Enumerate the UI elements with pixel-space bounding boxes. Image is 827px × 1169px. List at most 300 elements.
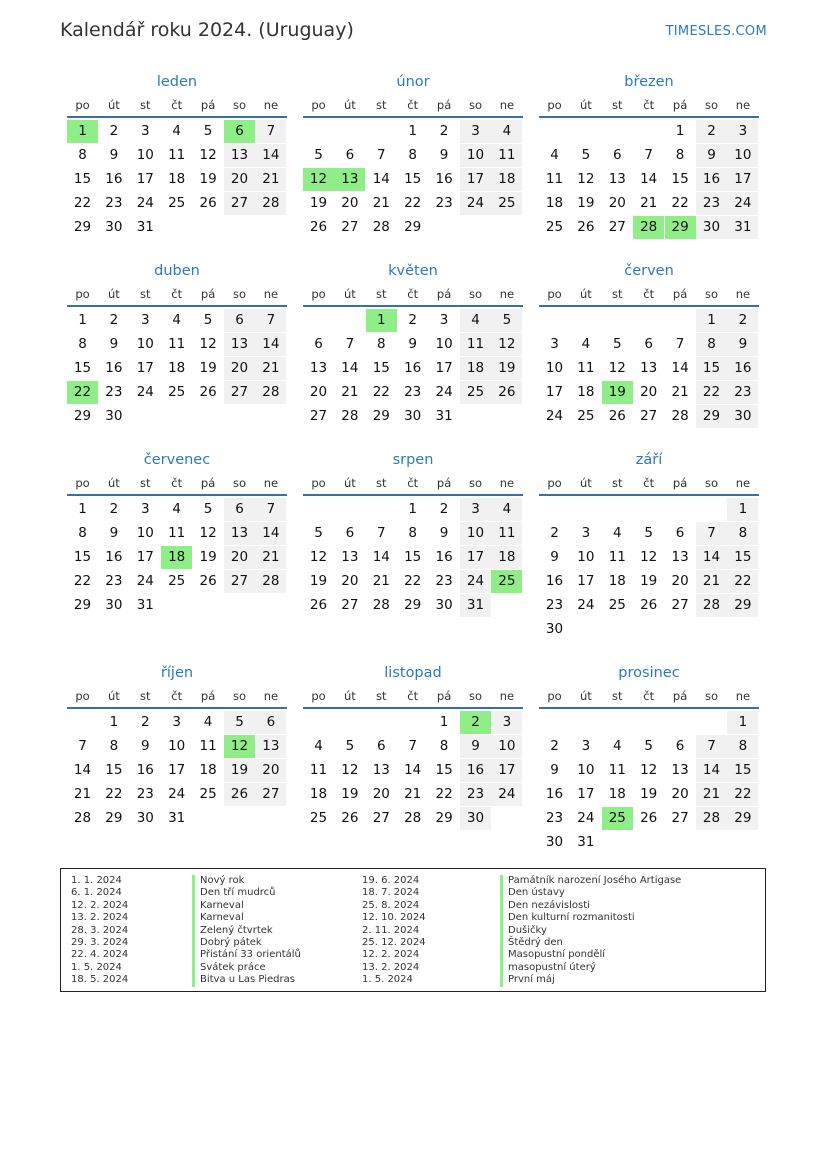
weekday-label: út — [579, 689, 592, 703]
day-cell: 25 — [168, 384, 186, 400]
weekday-label: st — [376, 689, 387, 703]
legend-date: 25. 12. 2024 — [362, 936, 426, 948]
weekday-label: čt — [171, 98, 183, 112]
weekday-label: ne — [499, 98, 515, 112]
weekday-header — [539, 476, 759, 496]
day-cell: 8 — [377, 336, 386, 352]
weekday-label: út — [579, 476, 592, 490]
day-cell: 5 — [345, 738, 355, 754]
weekday-label: st — [612, 287, 623, 301]
weekday-label: út — [343, 476, 356, 490]
day-cell: 15 — [404, 171, 422, 187]
weekday-label: so — [232, 689, 247, 703]
weekday-label: po — [311, 476, 326, 490]
day-cell: 5 — [224, 711, 255, 734]
day-cell: 14 — [255, 333, 286, 356]
day-cell: 30 — [696, 216, 727, 239]
holiday-day-cell: 12 — [303, 168, 334, 191]
weekday-label: st — [376, 98, 387, 112]
holiday-day-cell: 6 — [224, 120, 255, 143]
holiday-day-cell: 2 — [460, 711, 491, 734]
day-cell: 13 — [255, 735, 286, 758]
legend-holiday-name: Karneval — [192, 912, 301, 924]
day-cell: 8 — [439, 738, 449, 754]
day-cell: 27 — [671, 810, 689, 826]
day-cell: 25 — [491, 192, 522, 215]
brand-link[interactable]: TIMESLES.COM — [665, 24, 767, 39]
day-cell: 30 — [136, 810, 154, 826]
day-cell: 29 — [727, 594, 758, 617]
legend-date: 28. 3. 2024 — [71, 924, 129, 936]
weekday-label: ne — [499, 476, 515, 490]
legend-dates-col-2 — [362, 875, 426, 987]
weekday-label: út — [107, 476, 120, 490]
day-cell: 27 — [341, 597, 359, 613]
day-cell: 6 — [255, 711, 286, 734]
day-cell: 5 — [314, 525, 323, 541]
weekday-label: pá — [672, 476, 688, 490]
weekday-header — [303, 98, 523, 118]
day-cell: 22 — [73, 195, 92, 211]
day-cell: 26 — [608, 408, 626, 424]
day-cell: 15 — [73, 549, 92, 565]
day-cell: 8 — [675, 147, 685, 163]
weekday-label: so — [232, 287, 247, 301]
day-cell: 16 — [105, 171, 123, 187]
day-cell: 22 — [404, 195, 422, 211]
weekday-label: pá — [436, 98, 452, 112]
day-cell: 1 — [408, 501, 417, 517]
day-cell: 30 — [435, 597, 453, 613]
weekday-label: po — [547, 98, 562, 112]
day-cell: 6 — [314, 336, 323, 352]
day-cell: 3 — [141, 312, 150, 328]
day-cell: 13 — [224, 522, 255, 545]
day-cell: 6 — [345, 147, 355, 163]
day-cell: 2 — [408, 312, 417, 328]
day-cell: 20 — [224, 546, 255, 569]
day-cell: 24 — [168, 786, 186, 802]
day-cell: 2 — [141, 714, 150, 730]
weekday-label: so — [468, 476, 483, 490]
holiday-day-cell: 28 — [633, 216, 664, 239]
weekday-label: po — [75, 476, 90, 490]
day-cell: 17 — [545, 384, 564, 400]
day-cell: 3 — [141, 123, 150, 139]
day-cell: 7 — [377, 147, 386, 163]
weekday-label: po — [311, 287, 326, 301]
day-cell: 23 — [435, 573, 453, 589]
legend-date: 12. 10. 2024 — [362, 912, 426, 924]
day-cell: 14 — [696, 546, 727, 569]
day-cell: 5 — [581, 147, 591, 163]
day-cell: 25 — [577, 408, 595, 424]
weekday-label: pá — [436, 287, 452, 301]
legend-date: 18. 7. 2024 — [362, 887, 420, 899]
day-cell: 22 — [727, 570, 758, 593]
day-cell: 14 — [73, 762, 92, 778]
day-cell: 22 — [404, 573, 422, 589]
day-cell: 28 — [372, 219, 390, 235]
day-cell: 3 — [460, 498, 491, 521]
day-cell: 14 — [671, 360, 689, 376]
weekday-label: čt — [407, 287, 419, 301]
day-cell: 23 — [727, 381, 758, 404]
weekday-header — [67, 476, 287, 496]
day-cell: 26 — [640, 597, 658, 613]
weekday-label: so — [468, 287, 483, 301]
weekday-header — [67, 287, 287, 307]
day-cell: 18 — [168, 171, 186, 187]
day-cell: 8 — [727, 522, 758, 545]
weekday-header — [67, 689, 287, 709]
day-cell: 17 — [136, 171, 154, 187]
day-cell: 3 — [141, 501, 150, 517]
weekday-label: pá — [672, 287, 688, 301]
day-cell: 9 — [439, 525, 449, 541]
weekday-label: čt — [171, 689, 183, 703]
day-cell: 8 — [727, 735, 758, 758]
day-cell: 19 — [640, 786, 658, 802]
day-cell: 9 — [727, 333, 758, 356]
month-name: duben — [154, 263, 200, 279]
day-cell: 7 — [78, 738, 87, 754]
legend-date: 2. 11. 2024 — [362, 924, 420, 936]
day-cell: 10 — [136, 525, 154, 541]
weekday-label: út — [579, 287, 592, 301]
legend-date: 12. 2. 2024 — [362, 949, 420, 961]
day-cell: 29 — [73, 597, 92, 613]
day-cell: 13 — [671, 762, 689, 778]
day-cell: 13 — [372, 762, 390, 778]
day-cell: 9 — [109, 336, 119, 352]
weekday-label: čt — [407, 98, 419, 112]
day-cell: 23 — [404, 384, 422, 400]
day-cell: 11 — [545, 171, 564, 187]
day-cell: 28 — [341, 408, 359, 424]
day-cell: 30 — [105, 219, 123, 235]
day-cell: 14 — [255, 522, 286, 545]
weekday-label: po — [547, 689, 562, 703]
day-cell: 18 — [608, 573, 626, 589]
day-cell: 8 — [78, 336, 87, 352]
day-cell: 9 — [460, 735, 491, 758]
holiday-day-cell: 29 — [665, 216, 696, 239]
day-cell: 14 — [372, 549, 390, 565]
legend-date: 18. 5. 2024 — [71, 974, 129, 986]
legend-date: 1. 1. 2024 — [71, 875, 122, 886]
day-cell: 10 — [168, 738, 186, 754]
day-cell: 30 — [460, 807, 491, 830]
day-cell: 11 — [199, 738, 217, 754]
day-cell: 10 — [727, 144, 758, 167]
day-cell: 25 — [460, 381, 491, 404]
day-cell: 28 — [671, 408, 689, 424]
day-cell: 25 — [608, 597, 626, 613]
legend-holiday-name: Den kulturní rozmanitosti — [500, 912, 681, 924]
day-cell: 30 — [105, 408, 123, 424]
day-cell: 18 — [168, 360, 186, 376]
day-cell: 4 — [172, 312, 181, 328]
day-cell: 1 — [696, 309, 727, 332]
legend-names-col-2 — [500, 875, 681, 987]
month-name: březen — [624, 74, 674, 90]
month-name: říjen — [160, 665, 194, 681]
holiday-day-cell: 18 — [161, 546, 192, 569]
day-cell: 7 — [345, 336, 355, 352]
weekday-label: čt — [643, 98, 655, 112]
day-cell: 4 — [613, 525, 622, 541]
weekday-label: út — [107, 98, 120, 112]
day-cell: 31 — [435, 408, 453, 424]
day-cell: 6 — [675, 738, 685, 754]
weekday-label: ne — [263, 689, 279, 703]
day-cell: 31 — [577, 834, 595, 850]
weekday-header — [539, 689, 759, 709]
day-cell: 19 — [577, 195, 595, 211]
weekday-header — [303, 476, 523, 496]
legend-holiday-name: Zelený čtvrtek — [192, 925, 301, 937]
weekday-label: pá — [436, 689, 452, 703]
month-name: listopad — [384, 665, 442, 681]
day-cell: 3 — [491, 711, 522, 734]
day-cell: 29 — [73, 408, 92, 424]
day-cell: 18 — [491, 168, 522, 191]
day-cell: 5 — [314, 147, 323, 163]
day-cell: 20 — [640, 384, 658, 400]
day-cell: 16 — [545, 786, 564, 802]
day-cell: 12 — [341, 762, 359, 778]
legend-date: 19. 6. 2024 — [362, 875, 420, 886]
day-cell: 13 — [309, 360, 328, 376]
weekday-label: po — [75, 689, 90, 703]
day-cell: 8 — [109, 738, 119, 754]
day-cell: 18 — [608, 786, 626, 802]
day-cell: 5 — [203, 123, 213, 139]
day-cell: 22 — [73, 573, 92, 589]
day-cell: 12 — [640, 762, 658, 778]
day-cell: 1 — [439, 714, 449, 730]
day-cell: 1 — [675, 123, 685, 139]
day-cell: 7 — [255, 120, 286, 143]
day-cell: 19 — [341, 786, 359, 802]
day-cell: 13 — [341, 549, 359, 565]
weekday-label: st — [140, 689, 151, 703]
day-cell: 8 — [78, 147, 87, 163]
day-cell: 11 — [168, 525, 186, 541]
day-cell: 24 — [460, 570, 491, 593]
day-cell: 21 — [255, 546, 286, 569]
day-cell: 16 — [545, 573, 564, 589]
legend-date: 12. 2. 2024 — [71, 899, 129, 911]
weekday-label: po — [311, 98, 326, 112]
day-cell: 26 — [577, 219, 595, 235]
day-cell: 30 — [727, 405, 758, 428]
day-cell: 17 — [168, 762, 186, 778]
day-cell: 13 — [671, 549, 689, 565]
day-cell: 12 — [577, 171, 595, 187]
day-cell: 5 — [613, 336, 622, 352]
day-cell: 25 — [545, 219, 564, 235]
day-cell: 16 — [696, 168, 727, 191]
day-cell: 22 — [727, 783, 758, 806]
day-cell: 29 — [404, 597, 422, 613]
weekday-label: so — [704, 476, 719, 490]
weekday-label: čt — [407, 689, 419, 703]
weekday-label: pá — [436, 476, 452, 490]
day-cell: 9 — [439, 147, 449, 163]
day-cell: 2 — [109, 312, 119, 328]
day-cell: 23 — [136, 786, 154, 802]
day-cell: 15 — [404, 549, 422, 565]
holiday-day-cell: 22 — [67, 381, 98, 404]
weekday-label: so — [468, 98, 483, 112]
day-cell: 21 — [341, 384, 359, 400]
day-cell: 9 — [696, 144, 727, 167]
day-cell: 24 — [727, 192, 758, 215]
day-cell: 26 — [341, 810, 359, 826]
day-cell: 24 — [136, 384, 154, 400]
weekday-header — [303, 287, 523, 307]
day-cell: 10 — [577, 762, 595, 778]
day-cell: 16 — [136, 762, 154, 778]
day-cell: 30 — [105, 597, 123, 613]
day-cell: 24 — [435, 384, 453, 400]
day-cell: 11 — [491, 522, 522, 545]
day-cell: 12 — [199, 525, 217, 541]
day-cell: 17 — [577, 786, 595, 802]
day-cell: 2 — [550, 525, 559, 541]
legend-date: 1. 5. 2024 — [71, 961, 122, 973]
day-cell: 6 — [613, 147, 622, 163]
day-cell: 1 — [78, 312, 87, 328]
weekday-label: čt — [643, 689, 655, 703]
day-cell: 28 — [696, 594, 727, 617]
day-cell: 5 — [491, 309, 522, 332]
day-cell: 9 — [550, 549, 559, 565]
day-cell: 27 — [640, 408, 658, 424]
day-cell: 20 — [309, 384, 328, 400]
month-name: červenec — [143, 452, 211, 468]
weekday-header — [539, 98, 759, 118]
day-cell: 15 — [671, 171, 689, 187]
day-cell: 1 — [727, 711, 758, 734]
day-cell: 4 — [172, 123, 181, 139]
weekday-label: ne — [735, 689, 751, 703]
day-cell: 23 — [105, 384, 123, 400]
day-cell: 19 — [309, 573, 328, 589]
day-cell: 24 — [136, 195, 154, 211]
weekday-label: st — [140, 476, 151, 490]
weekday-label: st — [612, 476, 623, 490]
weekday-label: ne — [735, 287, 751, 301]
legend-date: 29. 3. 2024 — [71, 936, 129, 948]
day-cell: 11 — [608, 549, 626, 565]
legend-date: 13. 2. 2024 — [71, 912, 129, 924]
day-cell: 22 — [372, 384, 390, 400]
day-cell: 6 — [224, 309, 255, 332]
weekday-header — [67, 98, 287, 118]
weekday-label: pá — [200, 476, 216, 490]
day-cell: 9 — [141, 738, 150, 754]
legend-holiday-name: Svátek práce — [192, 962, 301, 974]
day-cell: 10 — [460, 144, 491, 167]
day-cell: 1 — [408, 123, 417, 139]
day-cell: 22 — [435, 786, 453, 802]
day-cell: 4 — [491, 120, 522, 143]
day-cell: 7 — [696, 735, 727, 758]
day-cell: 20 — [608, 195, 626, 211]
day-cell: 3 — [172, 714, 181, 730]
day-cell: 22 — [671, 195, 689, 211]
day-cell: 24 — [545, 408, 564, 424]
day-cell: 12 — [199, 336, 217, 352]
day-cell: 27 — [255, 783, 286, 806]
day-cell: 28 — [372, 597, 390, 613]
day-cell: 30 — [545, 834, 564, 850]
day-cell: 12 — [608, 360, 626, 376]
weekday-label: po — [311, 689, 326, 703]
day-cell: 5 — [203, 312, 213, 328]
day-cell: 14 — [255, 144, 286, 167]
weekday-label: st — [612, 98, 623, 112]
day-cell: 17 — [136, 360, 154, 376]
day-cell: 15 — [372, 360, 390, 376]
weekday-label: ne — [499, 287, 515, 301]
weekday-label: ne — [263, 98, 279, 112]
day-cell: 7 — [696, 522, 727, 545]
weekday-label: ne — [735, 98, 751, 112]
weekday-label: po — [547, 476, 562, 490]
legend-holiday-name: Bitva u Las Piedras — [192, 974, 301, 986]
day-cell: 26 — [640, 810, 658, 826]
day-cell: 23 — [435, 195, 453, 211]
holiday-day-cell: 1 — [366, 309, 397, 332]
day-cell: 4 — [581, 336, 591, 352]
day-cell: 16 — [105, 549, 123, 565]
day-cell: 29 — [727, 807, 758, 830]
day-cell: 1 — [78, 501, 87, 517]
weekday-label: so — [704, 98, 719, 112]
weekday-label: pá — [200, 98, 216, 112]
day-cell: 7 — [408, 738, 417, 754]
day-cell: 24 — [577, 810, 595, 826]
day-cell: 2 — [439, 501, 449, 517]
day-cell: 19 — [491, 357, 522, 380]
weekday-label: ne — [263, 287, 279, 301]
weekday-label: po — [547, 287, 562, 301]
day-cell: 4 — [314, 738, 323, 754]
day-cell: 26 — [491, 381, 522, 404]
day-cell: 21 — [73, 786, 92, 802]
day-cell: 21 — [372, 573, 390, 589]
day-cell: 17 — [136, 549, 154, 565]
weekday-label: ne — [499, 689, 515, 703]
day-cell: 19 — [309, 195, 328, 211]
day-cell: 17 — [435, 360, 453, 376]
day-cell: 16 — [435, 549, 453, 565]
day-cell: 23 — [105, 573, 123, 589]
day-cell: 15 — [73, 360, 92, 376]
day-cell: 21 — [640, 195, 658, 211]
day-cell: 4 — [491, 498, 522, 521]
day-cell: 7 — [644, 147, 653, 163]
day-cell: 27 — [341, 219, 359, 235]
day-cell: 5 — [644, 738, 653, 754]
day-cell: 20 — [224, 357, 255, 380]
day-cell: 21 — [255, 357, 286, 380]
day-cell: 27 — [608, 219, 626, 235]
